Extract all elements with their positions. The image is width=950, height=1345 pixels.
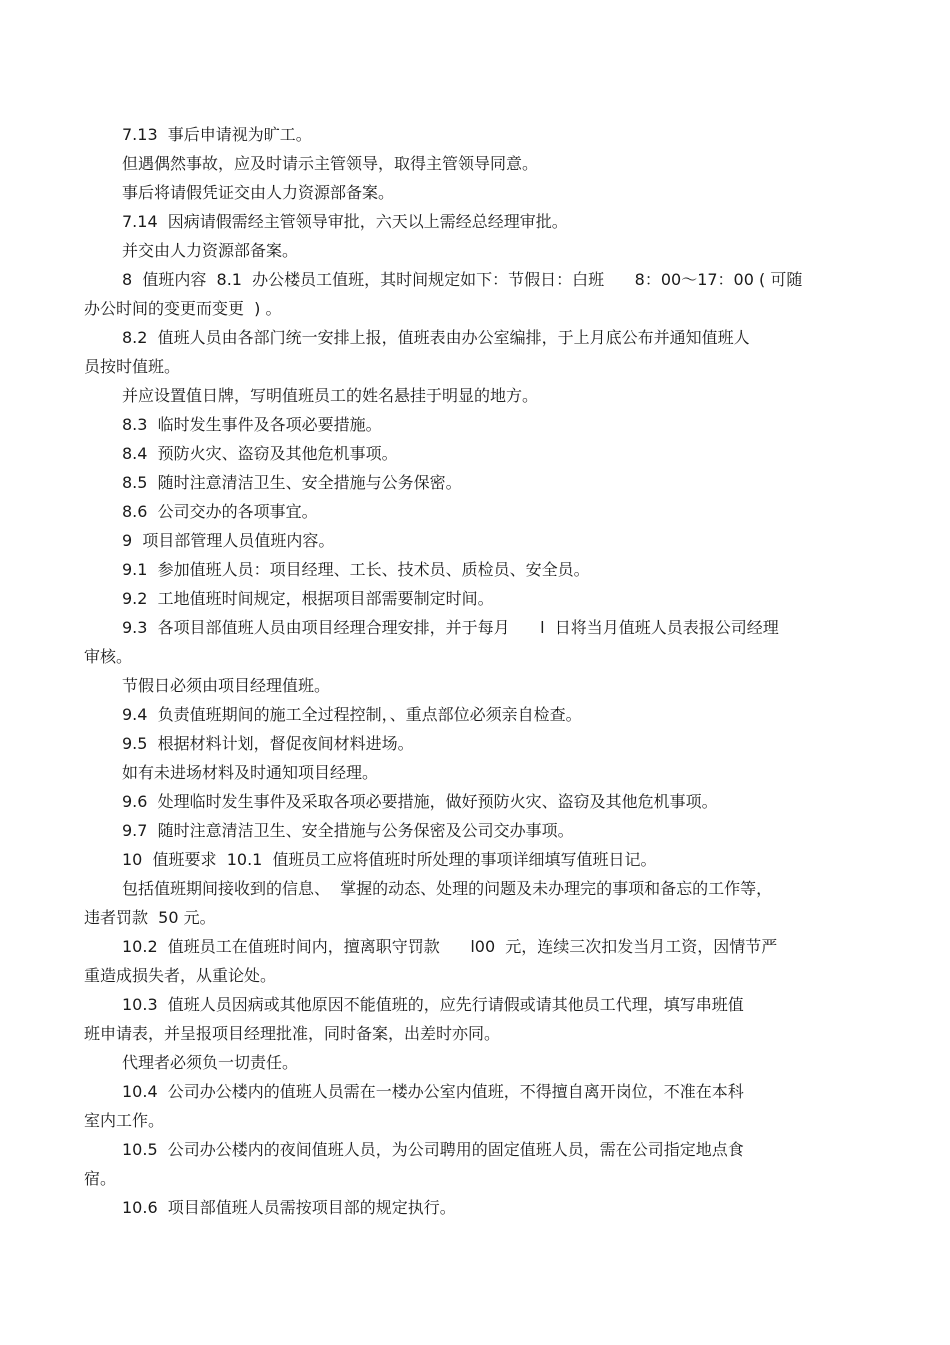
- text-line: 10.5 公司办公楼内的夜间值班人员，为公司聘用的固定值班人员，需在公司指定地点食: [122, 1140, 744, 1159]
- text-line: 包括值班期间接收到的信息、 掌握的动态、处理的问题及未办理完的事项和备忘的工作等，: [122, 879, 773, 898]
- text-line: 宿。: [84, 1169, 117, 1188]
- text-line: 员按时值班。: [84, 357, 181, 376]
- text-line: 9.7 随时注意清洁卫生、安全措施与公务保密及公司交办事项。: [122, 821, 574, 840]
- text-line: 但遇偶然事故，应及时请示主管领导，取得主管领导同意。: [122, 154, 539, 173]
- text-line: 节假日必须由项目经理值班。: [122, 676, 331, 695]
- text-line: 班申请表，并呈报项目经理批准，同时备案，出差时亦同。: [84, 1024, 501, 1043]
- text-line: 如有未进场材料及时通知项目经理。: [122, 763, 379, 782]
- text-line: 8.5 随时注意清洁卫生、安全措施与公务保密。: [122, 473, 462, 492]
- text-line: 违者罚款 50 元。: [84, 908, 216, 927]
- text-line: 办公时间的变更而变更 ) 。: [84, 299, 282, 318]
- text-line: 9 项目部管理人员值班内容。: [122, 531, 335, 550]
- text-line: 9.5 根据材料计划，督促夜间材料进场。: [122, 734, 414, 753]
- text-line: 9.1 参加值班人员：项目经理、工长、技术员、质检员、安全员。: [122, 560, 590, 579]
- text-line: 8.6 公司交办的各项事宜。: [122, 502, 318, 521]
- document-body: [84, 120, 868, 1222]
- text-line: 并应设置值日牌，写明值班员工的姓名悬挂于明显的地方。: [122, 386, 539, 405]
- text-line: 代理者必须负一切责任。: [122, 1053, 299, 1072]
- text-line: 9.6 处理临时发生事件及采取各项必要措施，做好预防火灾、盗窃及其他危机事项。: [122, 792, 718, 811]
- text-line: 8.4 预防火灾、盗窃及其他危机事项。: [122, 444, 398, 463]
- text-line: 8 值班内容 8.1 办公楼员工值班，其时间规定如下：节假日：白班 8：00～17：00 ( 可随: [122, 270, 803, 289]
- text-line: 9.3 各项目部值班人员由项目经理合理安排，并于每月 l 日将当月值班人员表报公司经理: [122, 618, 779, 637]
- text-line: 8.3 临时发生事件及各项必要措施。: [122, 415, 382, 434]
- text-line: 事后将请假凭证交由人力资源部备案。: [122, 183, 395, 202]
- text-line: 9.4 负责值班期间的施工全过程控制，、重点部位必须亲自检查。: [122, 705, 582, 724]
- text-line: 7.14 因病请假需经主管领导审批，六天以上需经总经理审批。: [122, 212, 568, 231]
- text-line: 10.3 值班人员因病或其他原因不能值班的，应先行请假或请其他员工代理，填写串班值: [122, 995, 744, 1014]
- text-line: 10.4 公司办公楼内的值班人员需在一楼办公室内值班，不得擅自离开岗位，不准在本科: [122, 1082, 744, 1101]
- text-line: 室内工作。: [84, 1111, 165, 1130]
- text-line: 10.2 值班员工在值班时间内，擅离职守罚款 l00 元，连续三次扣发当月工资，因情节严: [122, 937, 778, 956]
- text-line: 7.13 事后申请视为旷工。: [122, 125, 312, 144]
- text-line: 审核。: [84, 647, 133, 666]
- text-line: 并交由人力资源部备案。: [122, 241, 299, 260]
- text-line: 9.2 工地值班时间规定，根据项目部需要制定时间。: [122, 589, 494, 608]
- text-line: 10.6 项目部值班人员需按项目部的规定执行。: [122, 1198, 456, 1217]
- text-line: 重造成损失者，从重论处。: [84, 966, 277, 985]
- text-line: 8.2 值班人员由各部门统一安排上报，值班表由办公室编排，于上月底公布并通知值班人: [122, 328, 750, 347]
- text-line: 10 值班要求 10.1 值班员工应将值班时所处理的事项详细填写值班日记。: [122, 850, 657, 869]
